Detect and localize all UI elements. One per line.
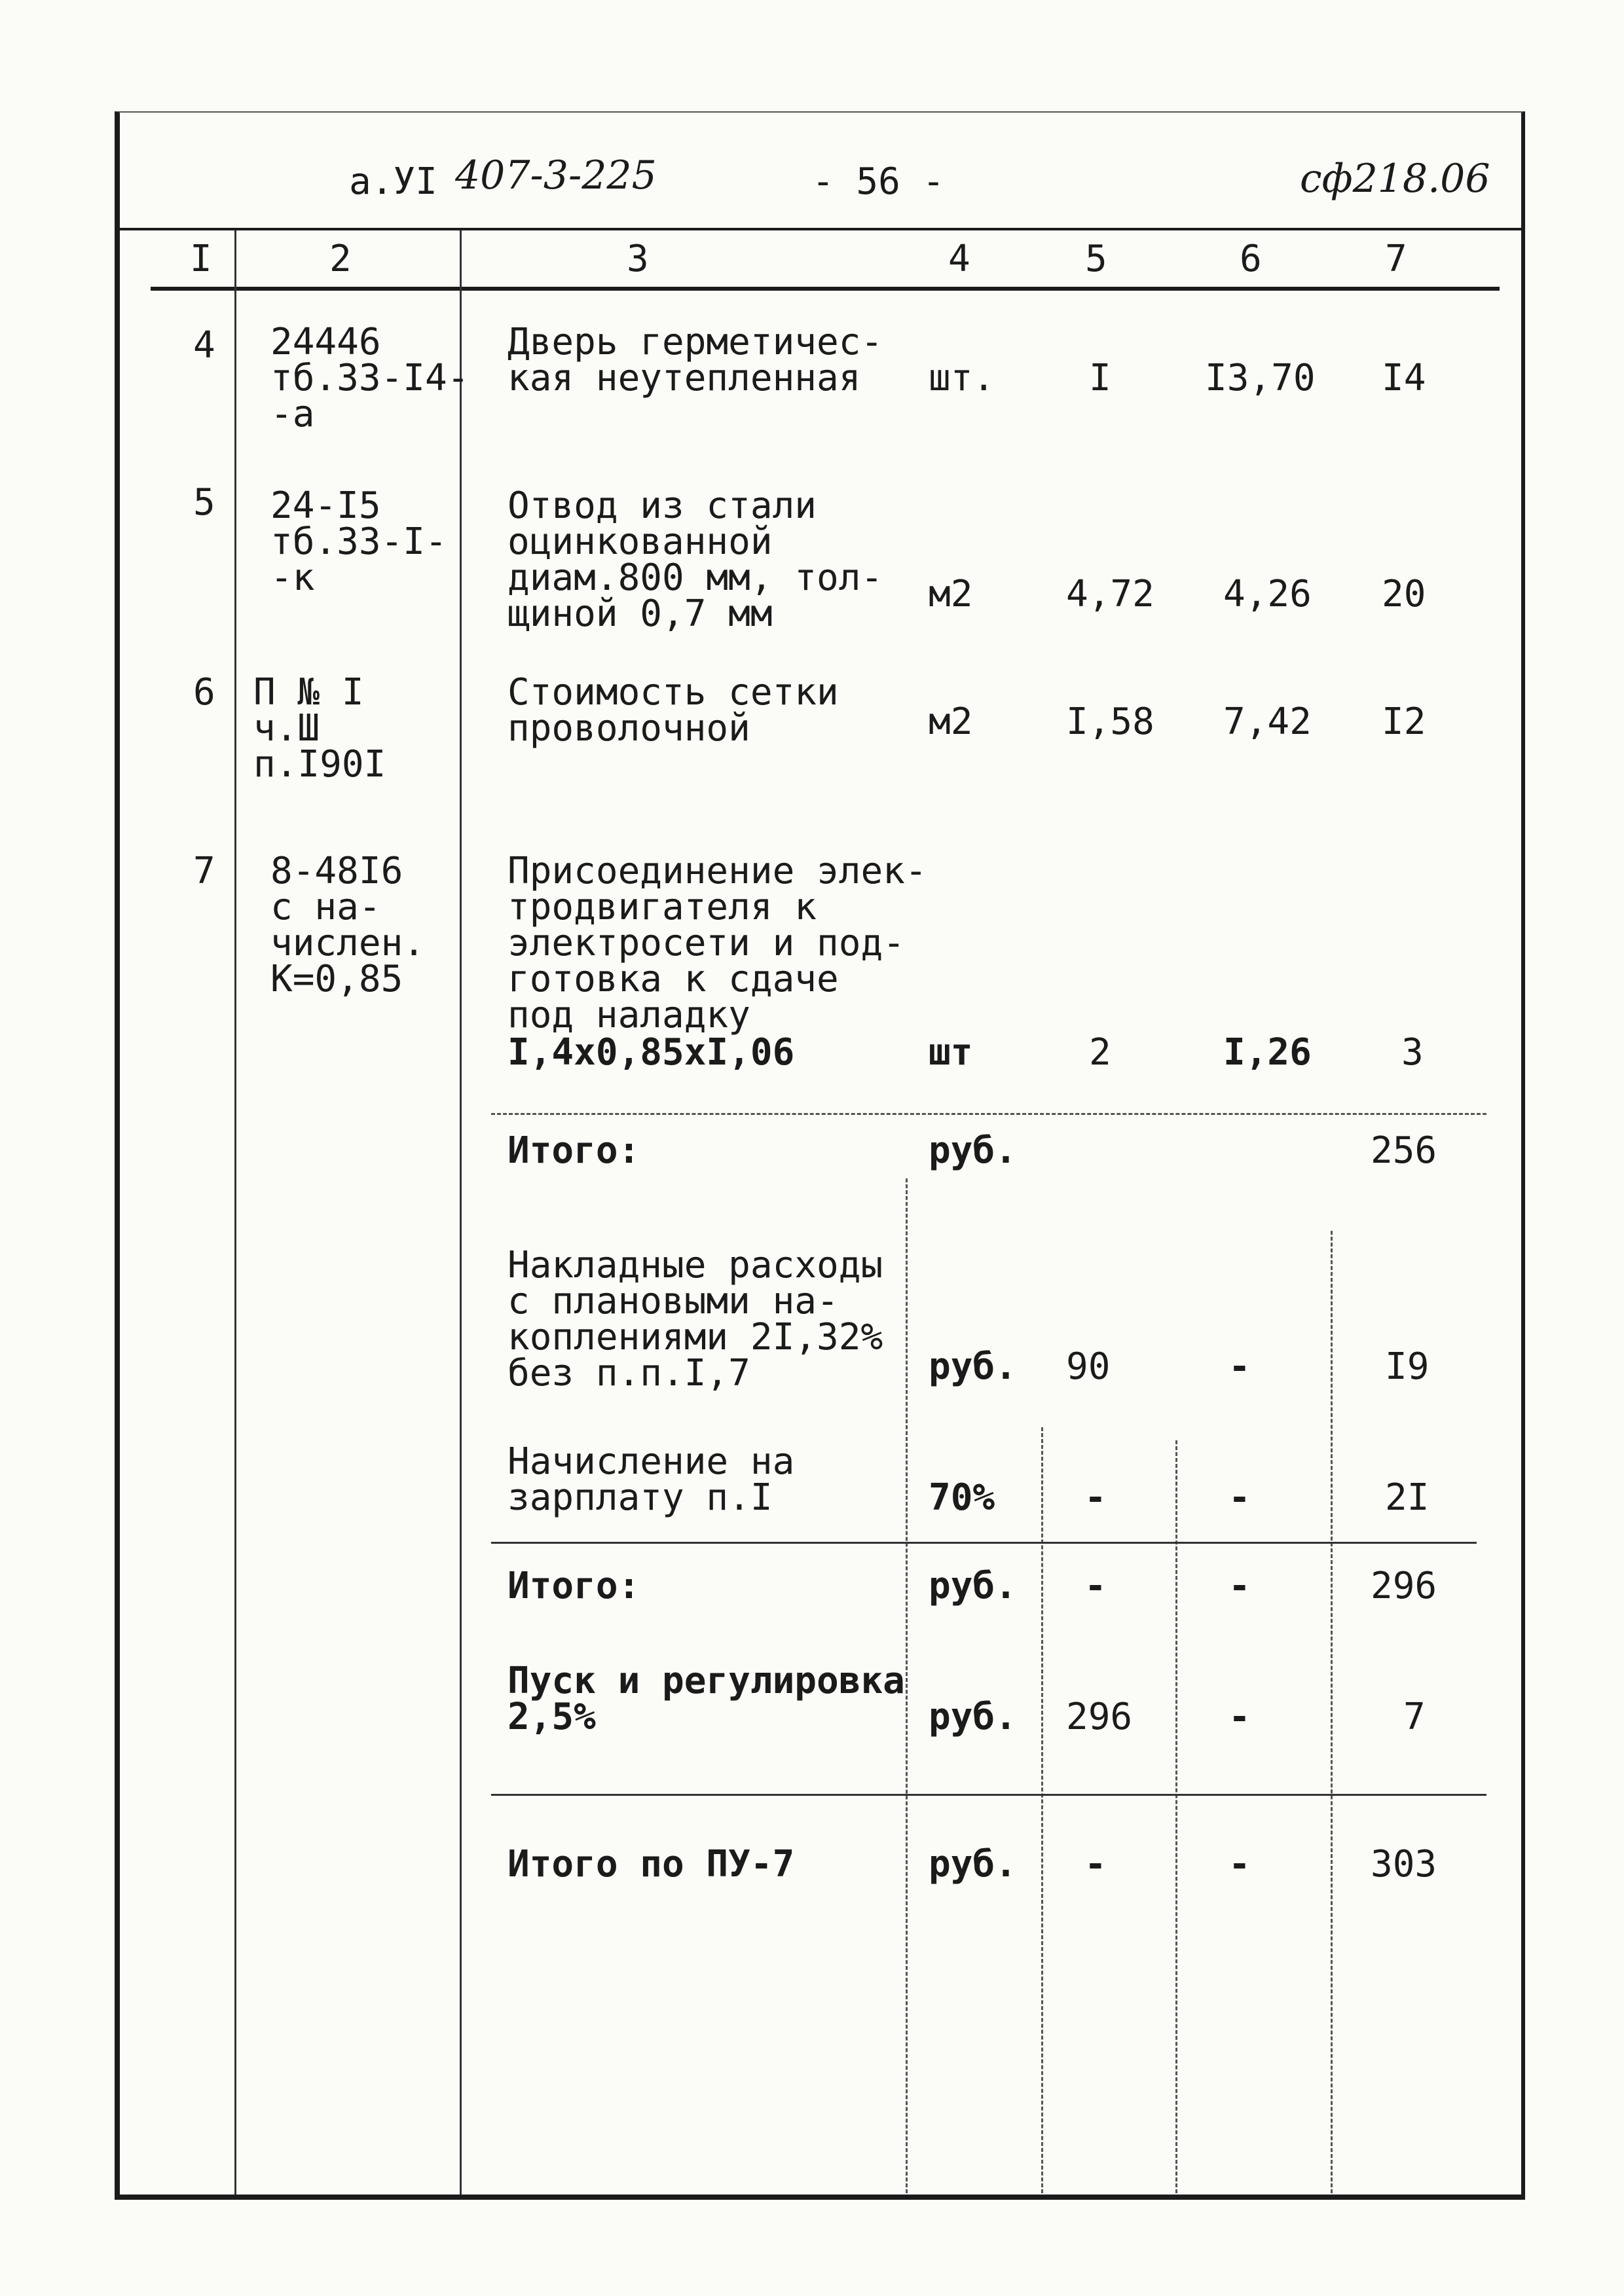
row-unit: шт. [929,357,995,399]
summary-label: Начисление на зарплату п.I [507,1440,795,1519]
col-header-4: 4 [948,238,970,280]
row-reference: П № I ч.Ш п.I90I [253,671,386,786]
col-header-7: 7 [1385,238,1407,280]
total-rule [491,1542,1477,1544]
col-header-5: 5 [1085,238,1107,280]
summary-quantity: 296 [1066,1696,1133,1738]
summary-price: - [1228,1696,1251,1738]
row-number: 6 [193,671,215,714]
col-header-2: 2 [329,238,352,280]
summary-total: I9 [1385,1345,1430,1388]
summary-price: - [1228,1843,1251,1886]
row-price: 4,26 [1223,573,1312,615]
col-divider-1 [234,230,236,2195]
row-price: 7,42 [1223,701,1312,743]
row-description: Присоединение элек- тродвигателя к электросети и под- готовка к сдаче под наладку [507,850,927,1036]
doc-code-handwritten: 407-3-225 [455,153,657,198]
row-price: I3,70 [1205,357,1316,399]
row-total: I2 [1382,701,1426,743]
col-divider-3 [906,1178,908,2193]
summary-quantity: 90 [1066,1345,1111,1388]
summary-label: Итого: [507,1565,640,1607]
row-reference: 8-48I6 с на- числен. К=0,85 [270,850,426,1000]
row-description: Отвод из стали оцинкованной диам.800 мм, тол- щиной 0,7 мм [507,484,883,635]
row-quantity: I,58 [1066,701,1154,743]
summary-total: 256 [1371,1129,1437,1172]
summary-quantity: - [1084,1843,1107,1886]
col-divider-2 [460,230,462,2195]
col-header-6: 6 [1240,238,1262,280]
col-divider-5 [1175,1440,1177,2193]
column-header-rule [151,287,1500,291]
summary-total: 2I [1385,1476,1430,1519]
row-total: 3 [1401,1031,1424,1074]
summary-price: - [1228,1476,1251,1519]
row-description: Стоимость сетки проволочной [507,671,839,750]
summary-unit: руб. [929,1565,1017,1607]
doc-code-left: а.УI [349,160,437,203]
row-formula: I,4х0,85хI,06 [507,1031,795,1074]
sheet-code: сф218.06 [1300,156,1490,202]
row-reference: 24446 тб.33-I4- -а [270,321,470,435]
summary-total: 7 [1403,1696,1426,1738]
summary-total: 296 [1371,1565,1437,1607]
col-divider-6 [1331,1231,1333,2193]
summary-unit: 70% [929,1476,995,1519]
row-price: I,26 [1223,1031,1312,1074]
summary-label: Итого: [507,1129,640,1172]
subtotal-rule [491,1113,1486,1115]
row-total: I4 [1382,357,1426,399]
col-header-3: 3 [627,238,649,280]
summary-unit: руб. [929,1843,1017,1886]
row-reference: 24-I5 тб.33-I- -к [270,484,447,599]
summary-total: 303 [1371,1843,1437,1886]
final-total-rule [491,1794,1486,1796]
summary-quantity: - [1084,1565,1107,1607]
summary-unit: руб. [929,1345,1017,1388]
col-header-1: I [190,238,212,280]
row-description: Дверь герметичес- кая неутепленная [507,321,883,399]
row-quantity: 4,72 [1066,573,1154,615]
summary-quantity: - [1084,1476,1107,1519]
header-rule [117,228,1523,230]
row-unit: м2 [929,573,973,615]
summary-label: Накладные расходы с плановыми на- коплениями 2I,32% без п.п.I,7 [507,1244,883,1394]
summary-label: Пуск и регулировка 2,5% [507,1660,905,1738]
summary-label: Итого по ПУ-7 [507,1843,795,1886]
summary-unit: руб. [929,1129,1017,1172]
row-number: 5 [193,481,215,524]
summary-price: - [1228,1345,1251,1388]
row-number: 4 [193,324,215,367]
page-number: - 56 - [812,160,945,203]
row-unit: шт [929,1031,973,1074]
row-total: 20 [1382,573,1426,615]
row-quantity: 2 [1089,1031,1111,1074]
row-quantity: I [1089,357,1111,399]
summary-unit: руб. [929,1696,1017,1738]
row-unit: м2 [929,701,973,743]
summary-price: - [1228,1565,1251,1607]
row-number: 7 [193,850,215,892]
